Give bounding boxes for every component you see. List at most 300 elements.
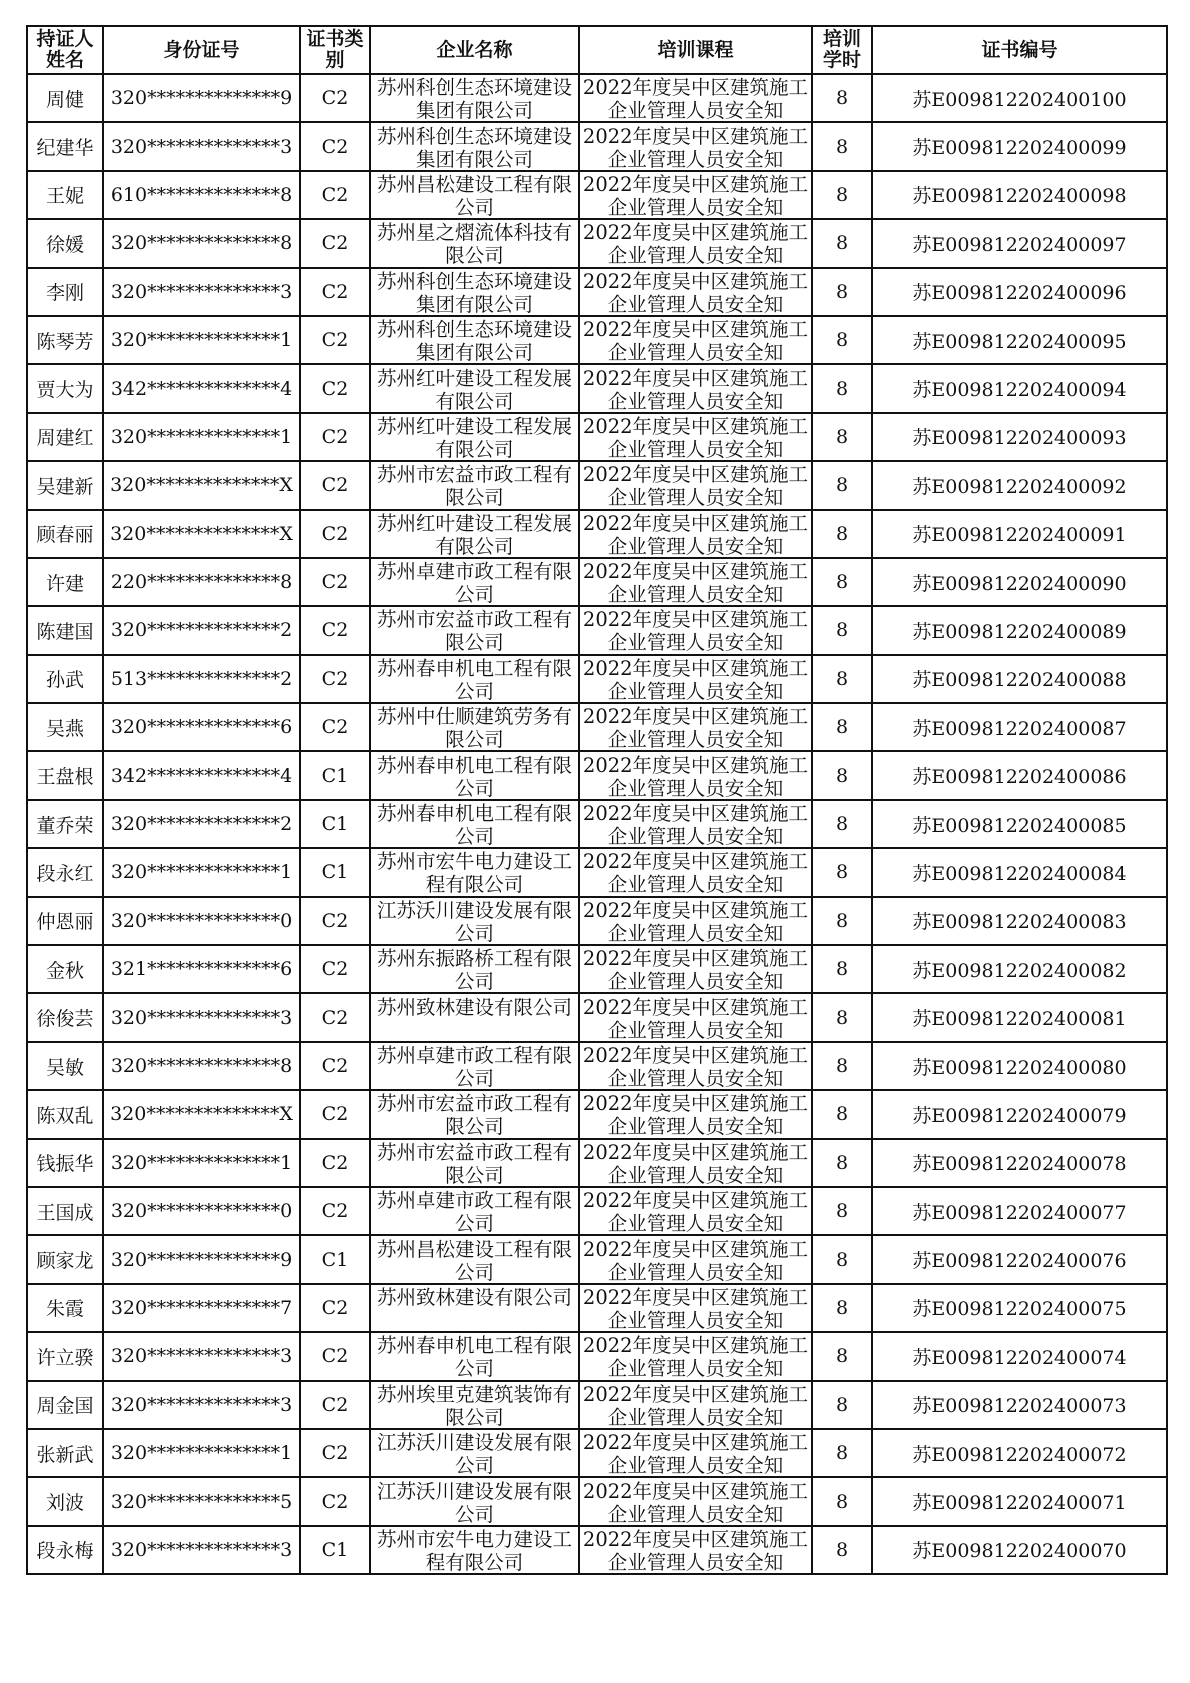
cell-cert-no: 苏E009812202400087 bbox=[872, 703, 1167, 751]
header-hours: 培训学时 bbox=[812, 26, 872, 74]
cell-cert-type: C1 bbox=[300, 751, 370, 799]
cell-cert-no: 苏E009812202400070 bbox=[872, 1526, 1167, 1574]
cell-hours: 8 bbox=[812, 945, 872, 993]
cell-company-text: 苏州昌松建设工程有限公司 bbox=[376, 1237, 572, 1283]
table-row bbox=[27, 1187, 1167, 1235]
table-row bbox=[27, 1284, 1167, 1332]
cell-name: 段永梅 bbox=[27, 1526, 103, 1574]
table-header bbox=[27, 26, 1167, 74]
cell-id-number: 320**************9 bbox=[103, 74, 300, 122]
cell-course bbox=[579, 1381, 812, 1429]
header-cert-no: 证书编号 bbox=[872, 26, 1167, 74]
cell-id-number: 320**************X bbox=[103, 510, 300, 558]
cell-hours: 8 bbox=[812, 1477, 872, 1525]
cell-course bbox=[579, 558, 812, 606]
cell-hours: 8 bbox=[812, 1284, 872, 1332]
cell-course-text: 2022年度吴中区建筑施工企业管理人员安全知 bbox=[582, 414, 809, 460]
cell-cert-no: 苏E009812202400086 bbox=[872, 751, 1167, 799]
cell-hours: 8 bbox=[812, 751, 872, 799]
cell-id-number: 320**************3 bbox=[103, 1526, 300, 1574]
cell-cert-type: C2 bbox=[300, 1042, 370, 1090]
cell-company bbox=[370, 461, 579, 509]
cell-company-text: 苏州卓建市政工程有限公司 bbox=[376, 1044, 572, 1089]
cell-name: 吴敏 bbox=[27, 1042, 103, 1090]
cell-cert-no: 苏E009812202400075 bbox=[872, 1284, 1167, 1332]
table-row bbox=[27, 1526, 1167, 1574]
cell-cert-type: C2 bbox=[300, 413, 370, 461]
cell-id-number: 513**************2 bbox=[103, 655, 300, 703]
header-row bbox=[27, 26, 1167, 74]
cell-cert-no: 苏E009812202400100 bbox=[872, 74, 1167, 122]
table-row bbox=[27, 413, 1167, 461]
table-row bbox=[27, 461, 1167, 509]
cell-name: 段永红 bbox=[27, 848, 103, 896]
cell-company-text: 苏州中仕顺建筑劳务有限公司 bbox=[376, 705, 572, 751]
cell-id-number: 320**************7 bbox=[103, 1284, 300, 1332]
cell-company bbox=[370, 1139, 579, 1187]
cell-id-number: 320**************3 bbox=[103, 1332, 300, 1380]
cell-hours: 8 bbox=[812, 1332, 872, 1380]
cell-company-text: 苏州科创生态环境建设集团有限公司 bbox=[376, 269, 572, 315]
table-row bbox=[27, 945, 1167, 993]
cell-course-text: 2022年度吴中区建筑施工企业管理人员安全知 bbox=[582, 1479, 809, 1525]
cell-name: 吴燕 bbox=[27, 703, 103, 751]
cell-course-text: 2022年度吴中区建筑施工企业管理人员安全知 bbox=[582, 753, 809, 799]
cell-course-text: 2022年度吴中区建筑施工企业管理人员安全知 bbox=[582, 1334, 809, 1380]
table-row bbox=[27, 510, 1167, 558]
cell-cert-no: 苏E009812202400084 bbox=[872, 848, 1167, 896]
cell-course bbox=[579, 751, 812, 799]
table-row bbox=[27, 800, 1167, 848]
cell-course-text: 2022年度吴中区建筑施工企业管理人员安全知 bbox=[582, 1527, 809, 1573]
cell-hours: 8 bbox=[812, 558, 872, 606]
cell-course bbox=[579, 993, 812, 1041]
cell-name: 顾家龙 bbox=[27, 1235, 103, 1283]
cell-company bbox=[370, 606, 579, 654]
cell-course bbox=[579, 413, 812, 461]
cell-course bbox=[579, 703, 812, 751]
table-row bbox=[27, 1477, 1167, 1525]
cell-id-number: 320**************3 bbox=[103, 122, 300, 170]
cell-hours: 8 bbox=[812, 1526, 872, 1574]
cell-cert-type: C2 bbox=[300, 897, 370, 945]
cell-cert-no: 苏E009812202400092 bbox=[872, 461, 1167, 509]
cell-cert-type: C2 bbox=[300, 364, 370, 412]
cell-id-number: 320**************1 bbox=[103, 848, 300, 896]
cell-course bbox=[579, 1332, 812, 1380]
cell-hours: 8 bbox=[812, 1429, 872, 1477]
cell-company-text: 苏州市宏益市政工程有限公司 bbox=[376, 463, 572, 509]
cell-company bbox=[370, 1042, 579, 1090]
cell-company bbox=[370, 1526, 579, 1574]
cell-cert-no: 苏E009812202400073 bbox=[872, 1381, 1167, 1429]
cell-cert-no: 苏E009812202400099 bbox=[872, 122, 1167, 170]
header-cert-type: 证书类别 bbox=[300, 26, 370, 74]
cell-company-text: 苏州科创生态环境建设集团有限公司 bbox=[376, 124, 572, 170]
cell-id-number: 320**************6 bbox=[103, 703, 300, 751]
cell-cert-type: C2 bbox=[300, 1187, 370, 1235]
cell-cert-no: 苏E009812202400094 bbox=[872, 364, 1167, 412]
cell-name: 仲恩丽 bbox=[27, 897, 103, 945]
cell-cert-type: C2 bbox=[300, 122, 370, 170]
cell-course bbox=[579, 1477, 812, 1525]
cell-course bbox=[579, 219, 812, 267]
table-row bbox=[27, 1429, 1167, 1477]
cell-cert-type: C2 bbox=[300, 1429, 370, 1477]
cell-id-number: 610**************8 bbox=[103, 171, 300, 219]
cell-id-number: 320**************1 bbox=[103, 1429, 300, 1477]
cell-company bbox=[370, 1381, 579, 1429]
cell-name: 顾春丽 bbox=[27, 510, 103, 558]
cell-id-number: 320**************X bbox=[103, 1090, 300, 1138]
cell-name: 周建红 bbox=[27, 413, 103, 461]
cell-hours: 8 bbox=[812, 219, 872, 267]
cell-course-text: 2022年度吴中区建筑施工企业管理人员安全知 bbox=[582, 269, 809, 315]
cell-hours: 8 bbox=[812, 993, 872, 1041]
cell-course-text: 2022年度吴中区建筑施工企业管理人员安全知 bbox=[582, 656, 809, 702]
cell-company-text: 苏州卓建市政工程有限公司 bbox=[376, 560, 572, 606]
cell-cert-no: 苏E009812202400082 bbox=[872, 945, 1167, 993]
cell-company bbox=[370, 558, 579, 606]
cell-company-text: 苏州春申机电工程有限公司 bbox=[376, 1334, 572, 1380]
cell-name: 钱振华 bbox=[27, 1139, 103, 1187]
cell-cert-no: 苏E009812202400078 bbox=[872, 1139, 1167, 1187]
cell-cert-type: C2 bbox=[300, 993, 370, 1041]
cell-company bbox=[370, 1332, 579, 1380]
cell-name: 贾大为 bbox=[27, 364, 103, 412]
cell-name: 金秋 bbox=[27, 945, 103, 993]
cell-company bbox=[370, 268, 579, 316]
cell-id-number: 320**************9 bbox=[103, 1235, 300, 1283]
cell-company-text: 苏州昌松建设工程有限公司 bbox=[376, 172, 572, 218]
cell-cert-no: 苏E009812202400085 bbox=[872, 800, 1167, 848]
cell-name: 王盘根 bbox=[27, 751, 103, 799]
cell-cert-type: C1 bbox=[300, 800, 370, 848]
cell-cert-type: C1 bbox=[300, 848, 370, 896]
cell-company bbox=[370, 848, 579, 896]
cell-name: 李刚 bbox=[27, 268, 103, 316]
cell-company bbox=[370, 800, 579, 848]
table-row bbox=[27, 316, 1167, 364]
cell-course bbox=[579, 316, 812, 364]
cell-cert-type: C2 bbox=[300, 655, 370, 703]
cell-course-text: 2022年度吴中区建筑施工企业管理人员安全知 bbox=[582, 1044, 809, 1089]
table-row bbox=[27, 848, 1167, 896]
cell-cert-type: C2 bbox=[300, 558, 370, 606]
cell-cert-type: C2 bbox=[300, 74, 370, 122]
cell-course-text: 2022年度吴中区建筑施工企业管理人员安全知 bbox=[582, 608, 809, 654]
cell-id-number: 320**************3 bbox=[103, 1381, 300, 1429]
cell-cert-type: C2 bbox=[300, 703, 370, 751]
cell-company-text: 苏州东振路桥工程有限公司 bbox=[376, 947, 572, 993]
cell-course-text: 2022年度吴中区建筑施工企业管理人员安全知 bbox=[582, 511, 809, 557]
table-row bbox=[27, 1090, 1167, 1138]
cell-company bbox=[370, 1187, 579, 1235]
cell-name: 周金国 bbox=[27, 1381, 103, 1429]
cell-course bbox=[579, 606, 812, 654]
cell-hours: 8 bbox=[812, 510, 872, 558]
header-name: 持证人姓名 bbox=[27, 26, 103, 74]
cell-name: 陈琴芳 bbox=[27, 316, 103, 364]
cell-cert-type: C2 bbox=[300, 268, 370, 316]
cell-company-text: 苏州致林建设有限公司 bbox=[376, 995, 572, 1019]
cell-cert-type: C2 bbox=[300, 606, 370, 654]
cell-cert-no: 苏E009812202400074 bbox=[872, 1332, 1167, 1380]
cell-course-text: 2022年度吴中区建筑施工企业管理人员安全知 bbox=[582, 1092, 809, 1138]
cell-cert-no: 苏E009812202400090 bbox=[872, 558, 1167, 606]
cell-company-text: 苏州市宏牛电力建设工程有限公司 bbox=[376, 1527, 572, 1573]
cell-course bbox=[579, 364, 812, 412]
cell-hours: 8 bbox=[812, 461, 872, 509]
cell-cert-no: 苏E009812202400097 bbox=[872, 219, 1167, 267]
cell-id-number: 342**************4 bbox=[103, 364, 300, 412]
table-row bbox=[27, 558, 1167, 606]
cell-cert-type: C1 bbox=[300, 1526, 370, 1574]
table-row bbox=[27, 1139, 1167, 1187]
cell-course-text: 2022年度吴中区建筑施工企业管理人员安全知 bbox=[582, 463, 809, 509]
cell-course-text: 2022年度吴中区建筑施工企业管理人员安全知 bbox=[582, 221, 809, 267]
cell-name: 徐俊芸 bbox=[27, 993, 103, 1041]
cell-company bbox=[370, 74, 579, 122]
cell-name: 朱霞 bbox=[27, 1284, 103, 1332]
cell-company bbox=[370, 219, 579, 267]
cell-company bbox=[370, 316, 579, 364]
cell-course-text: 2022年度吴中区建筑施工企业管理人员安全知 bbox=[582, 947, 809, 993]
cell-hours: 8 bbox=[812, 268, 872, 316]
cell-name: 纪建华 bbox=[27, 122, 103, 170]
cell-hours: 8 bbox=[812, 703, 872, 751]
cell-cert-no: 苏E009812202400089 bbox=[872, 606, 1167, 654]
table-row bbox=[27, 171, 1167, 219]
cell-hours: 8 bbox=[812, 897, 872, 945]
cell-cert-no: 苏E009812202400098 bbox=[872, 171, 1167, 219]
cell-id-number: 320**************0 bbox=[103, 897, 300, 945]
cell-hours: 8 bbox=[812, 1381, 872, 1429]
cell-name: 许建 bbox=[27, 558, 103, 606]
cell-course bbox=[579, 510, 812, 558]
cell-hours: 8 bbox=[812, 1187, 872, 1235]
cell-company bbox=[370, 413, 579, 461]
cell-hours: 8 bbox=[812, 800, 872, 848]
cell-name: 张新武 bbox=[27, 1429, 103, 1477]
cell-company-text: 苏州市宏牛电力建设工程有限公司 bbox=[376, 850, 572, 896]
cell-cert-no: 苏E009812202400081 bbox=[872, 993, 1167, 1041]
cell-name: 许立骙 bbox=[27, 1332, 103, 1380]
cell-course-text: 2022年度吴中区建筑施工企业管理人员安全知 bbox=[582, 802, 809, 848]
cell-company-text: 苏州春申机电工程有限公司 bbox=[376, 802, 572, 848]
cell-company-text: 苏州红叶建设工程发展有限公司 bbox=[376, 366, 572, 412]
cell-cert-no: 苏E009812202400093 bbox=[872, 413, 1167, 461]
cell-id-number: 320**************1 bbox=[103, 316, 300, 364]
cell-course bbox=[579, 1090, 812, 1138]
cell-cert-type: C2 bbox=[300, 1139, 370, 1187]
cell-company-text: 苏州市宏益市政工程有限公司 bbox=[376, 1092, 572, 1138]
cell-hours: 8 bbox=[812, 1139, 872, 1187]
cell-name: 董乔荣 bbox=[27, 800, 103, 848]
cell-cert-type: C2 bbox=[300, 510, 370, 558]
cell-hours: 8 bbox=[812, 1235, 872, 1283]
cell-course bbox=[579, 122, 812, 170]
cell-id-number: 320**************8 bbox=[103, 1042, 300, 1090]
cell-company bbox=[370, 751, 579, 799]
table-row bbox=[27, 268, 1167, 316]
cell-course-text: 2022年度吴中区建筑施工企业管理人员安全知 bbox=[582, 318, 809, 364]
cell-course-text: 2022年度吴中区建筑施工企业管理人员安全知 bbox=[582, 995, 809, 1041]
cell-hours: 8 bbox=[812, 364, 872, 412]
cell-id-number: 320**************8 bbox=[103, 219, 300, 267]
cell-id-number: 320**************3 bbox=[103, 993, 300, 1041]
cell-company-text: 苏州春申机电工程有限公司 bbox=[376, 753, 572, 799]
cell-course-text: 2022年度吴中区建筑施工企业管理人员安全知 bbox=[582, 705, 809, 751]
cell-course bbox=[579, 1042, 812, 1090]
cell-course-text: 2022年度吴中区建筑施工企业管理人员安全知 bbox=[582, 898, 809, 944]
cell-hours: 8 bbox=[812, 848, 872, 896]
cell-hours: 8 bbox=[812, 74, 872, 122]
table-row bbox=[27, 1381, 1167, 1429]
cell-cert-type: C2 bbox=[300, 1090, 370, 1138]
cell-name: 刘波 bbox=[27, 1477, 103, 1525]
cell-company-text: 苏州红叶建设工程发展有限公司 bbox=[376, 511, 572, 557]
cell-company-text: 苏州科创生态环境建设集团有限公司 bbox=[376, 318, 572, 364]
cell-company-text: 江苏沃川建设发展有限公司 bbox=[376, 1479, 572, 1525]
cell-company bbox=[370, 1477, 579, 1525]
cell-cert-type: C2 bbox=[300, 1332, 370, 1380]
cell-hours: 8 bbox=[812, 122, 872, 170]
cell-cert-type: C2 bbox=[300, 1477, 370, 1525]
table-body bbox=[27, 74, 1167, 1574]
cell-course-text: 2022年度吴中区建筑施工企业管理人员安全知 bbox=[582, 76, 809, 122]
cell-name: 徐媛 bbox=[27, 219, 103, 267]
cell-cert-no: 苏E009812202400077 bbox=[872, 1187, 1167, 1235]
cell-id-number: 220**************8 bbox=[103, 558, 300, 606]
cell-hours: 8 bbox=[812, 606, 872, 654]
cell-cert-type: C2 bbox=[300, 1381, 370, 1429]
cell-course bbox=[579, 1284, 812, 1332]
cell-id-number: 320**************1 bbox=[103, 413, 300, 461]
cell-cert-type: C2 bbox=[300, 316, 370, 364]
table-row bbox=[27, 606, 1167, 654]
cell-cert-no: 苏E009812202400083 bbox=[872, 897, 1167, 945]
cell-name: 陈建国 bbox=[27, 606, 103, 654]
cell-course-text: 2022年度吴中区建筑施工企业管理人员安全知 bbox=[582, 560, 809, 606]
table-row bbox=[27, 703, 1167, 751]
cell-course bbox=[579, 1429, 812, 1477]
cell-company bbox=[370, 945, 579, 993]
cell-company-text: 苏州埃里克建筑装饰有限公司 bbox=[376, 1382, 572, 1428]
cell-course bbox=[579, 945, 812, 993]
table-row bbox=[27, 74, 1167, 122]
cell-company-text: 苏州卓建市政工程有限公司 bbox=[376, 1189, 572, 1235]
cell-cert-type: C2 bbox=[300, 461, 370, 509]
cell-course-text: 2022年度吴中区建筑施工企业管理人员安全知 bbox=[582, 1382, 809, 1428]
cell-course bbox=[579, 74, 812, 122]
cell-course bbox=[579, 171, 812, 219]
cell-company-text: 苏州红叶建设工程发展有限公司 bbox=[376, 414, 572, 460]
cell-name: 陈双乱 bbox=[27, 1090, 103, 1138]
cell-company bbox=[370, 1090, 579, 1138]
cell-course-text: 2022年度吴中区建筑施工企业管理人员安全知 bbox=[582, 1285, 809, 1331]
table-row bbox=[27, 1042, 1167, 1090]
cell-hours: 8 bbox=[812, 655, 872, 703]
cell-company-text: 苏州科创生态环境建设集团有限公司 bbox=[376, 76, 572, 122]
cell-company-text: 苏州致林建设有限公司 bbox=[376, 1285, 572, 1309]
cell-course-text: 2022年度吴中区建筑施工企业管理人员安全知 bbox=[582, 1189, 809, 1235]
cell-company bbox=[370, 1235, 579, 1283]
cell-company-text: 苏州市宏益市政工程有限公司 bbox=[376, 1140, 572, 1186]
certificate-table bbox=[26, 25, 1168, 1575]
cell-id-number: 320**************2 bbox=[103, 800, 300, 848]
cell-company bbox=[370, 510, 579, 558]
header-id-number: 身份证号 bbox=[103, 26, 300, 74]
cell-hours: 8 bbox=[812, 171, 872, 219]
cell-company-text: 江苏沃川建设发展有限公司 bbox=[376, 898, 572, 944]
cell-company bbox=[370, 897, 579, 945]
cell-company bbox=[370, 703, 579, 751]
cell-course-text: 2022年度吴中区建筑施工企业管理人员安全知 bbox=[582, 124, 809, 170]
cell-course-text: 2022年度吴中区建筑施工企业管理人员安全知 bbox=[582, 1140, 809, 1186]
cell-company-text: 苏州星之熠流体科技有限公司 bbox=[376, 221, 572, 267]
cell-id-number: 320**************2 bbox=[103, 606, 300, 654]
cell-cert-type: C2 bbox=[300, 171, 370, 219]
cell-company-text: 苏州市宏益市政工程有限公司 bbox=[376, 608, 572, 654]
cell-id-number: 320**************1 bbox=[103, 1139, 300, 1187]
header-course: 培训课程 bbox=[579, 26, 812, 74]
cell-course bbox=[579, 1187, 812, 1235]
cell-id-number: 320**************3 bbox=[103, 268, 300, 316]
cell-company bbox=[370, 122, 579, 170]
cell-course bbox=[579, 655, 812, 703]
cell-cert-no: 苏E009812202400072 bbox=[872, 1429, 1167, 1477]
cell-hours: 8 bbox=[812, 316, 872, 364]
cell-name: 王国成 bbox=[27, 1187, 103, 1235]
cell-company bbox=[370, 364, 579, 412]
cell-hours: 8 bbox=[812, 1042, 872, 1090]
cell-cert-no: 苏E009812202400071 bbox=[872, 1477, 1167, 1525]
cell-name: 周健 bbox=[27, 74, 103, 122]
cell-cert-type: C2 bbox=[300, 945, 370, 993]
cell-company bbox=[370, 1284, 579, 1332]
cell-company-text: 苏州春申机电工程有限公司 bbox=[376, 656, 572, 702]
cell-cert-type: C2 bbox=[300, 1284, 370, 1332]
cell-cert-no: 苏E009812202400091 bbox=[872, 510, 1167, 558]
cell-id-number: 320**************0 bbox=[103, 1187, 300, 1235]
cell-course bbox=[579, 848, 812, 896]
table-row bbox=[27, 993, 1167, 1041]
cell-cert-no: 苏E009812202400095 bbox=[872, 316, 1167, 364]
cell-name: 王妮 bbox=[27, 171, 103, 219]
cell-course-text: 2022年度吴中区建筑施工企业管理人员安全知 bbox=[582, 366, 809, 412]
cell-course bbox=[579, 1526, 812, 1574]
cell-course bbox=[579, 1139, 812, 1187]
cell-hours: 8 bbox=[812, 413, 872, 461]
cell-name: 孙武 bbox=[27, 655, 103, 703]
cell-company-text: 江苏沃川建设发展有限公司 bbox=[376, 1431, 572, 1477]
header-company: 企业名称 bbox=[370, 26, 579, 74]
table-row bbox=[27, 897, 1167, 945]
cell-course-text: 2022年度吴中区建筑施工企业管理人员安全知 bbox=[582, 1431, 809, 1477]
cell-id-number: 342**************4 bbox=[103, 751, 300, 799]
cell-cert-type: C1 bbox=[300, 1235, 370, 1283]
cell-company bbox=[370, 171, 579, 219]
cell-course bbox=[579, 800, 812, 848]
cell-cert-no: 苏E009812202400096 bbox=[872, 268, 1167, 316]
cell-course-text: 2022年度吴中区建筑施工企业管理人员安全知 bbox=[582, 172, 809, 218]
table-row bbox=[27, 751, 1167, 799]
cell-hours: 8 bbox=[812, 1090, 872, 1138]
cell-cert-type: C2 bbox=[300, 219, 370, 267]
cell-company bbox=[370, 655, 579, 703]
cell-cert-no: 苏E009812202400080 bbox=[872, 1042, 1167, 1090]
